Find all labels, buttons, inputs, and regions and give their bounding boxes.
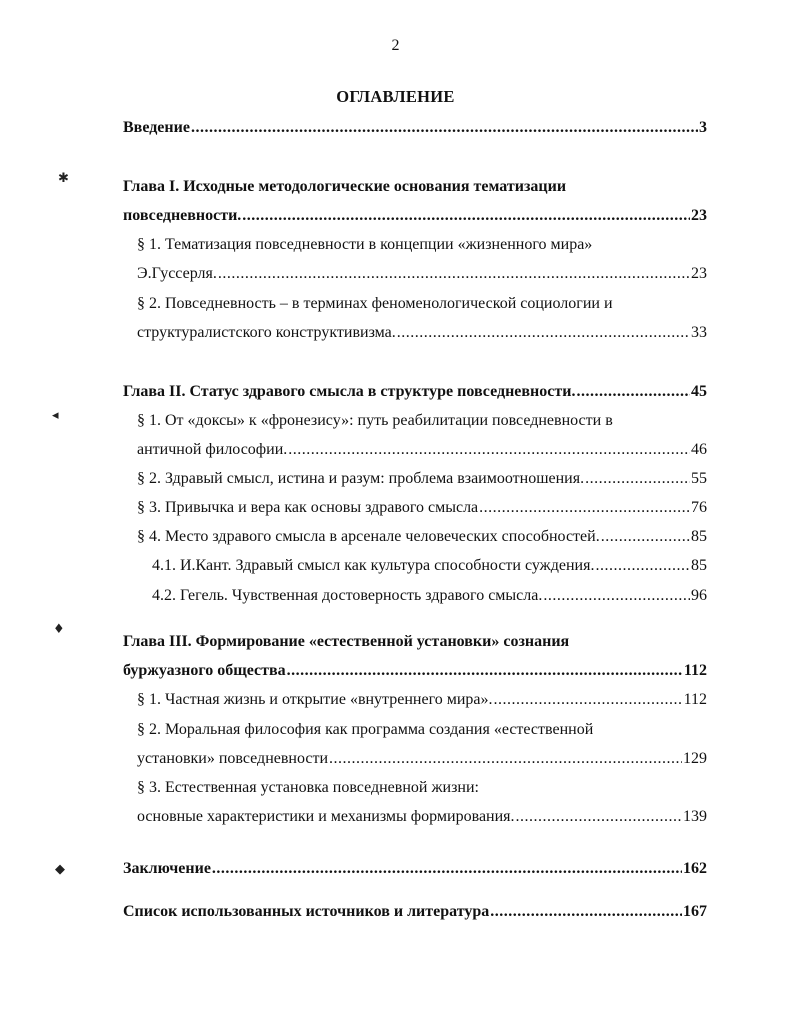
toc-section-3-2 <box>137 747 707 769</box>
dot-leader <box>212 859 682 879</box>
toc-entry-title: § 2. Моральная философия как программа создания «естественной <box>137 721 594 738</box>
toc-entry-page: 55 <box>691 470 707 487</box>
toc-section-2-4 <box>137 525 707 547</box>
toc-entry-page: 33 <box>691 324 707 341</box>
toc-section-1-1 <box>137 262 707 284</box>
toc-entry-title: § 3. Естественная установка повседневной жизни: <box>137 779 479 796</box>
dot-leader <box>595 556 690 576</box>
toc-entry-title: повседневности. <box>123 207 242 224</box>
toc-chapter-3-title <box>123 630 707 652</box>
toc-section-2-2 <box>137 467 707 489</box>
toc-section-3-3 <box>137 805 707 827</box>
toc-entry-page: 139 <box>683 808 707 825</box>
toc-entry-page: 85 <box>691 528 707 545</box>
toc-section-1-2 <box>137 321 707 343</box>
toc-entry-page: 129 <box>683 750 707 767</box>
toc-entry-title: Введение <box>123 119 190 136</box>
toc-entry-title: античной философии. <box>137 441 288 458</box>
toc-entry-page: 162 <box>683 860 707 877</box>
dot-leader <box>242 206 690 226</box>
dot-leader <box>494 690 683 710</box>
toc-entry-intro <box>123 116 707 138</box>
toc-section-2-3 <box>137 496 707 518</box>
toc-chapter-1 <box>123 204 707 226</box>
toc-entry-page: 46 <box>691 441 707 458</box>
toc-chapter-2 <box>123 380 707 402</box>
scan-mark: ◆ <box>55 862 65 877</box>
toc-entry-title: установки» повседневности <box>137 750 329 767</box>
dot-leader <box>287 661 683 681</box>
toc-entry-title: § 1. Частная жизнь и открытие «внутреннего мира». <box>137 691 493 708</box>
toc-section-2-1 <box>137 438 707 460</box>
toc-entry-page: 3 <box>699 119 707 136</box>
dot-leader <box>601 527 690 547</box>
dot-leader <box>543 586 690 606</box>
toc-section-1-1-title <box>137 233 707 255</box>
toc-entry-conclusion <box>123 857 707 879</box>
toc-entry-page: 45 <box>691 383 707 400</box>
toc-entry-page: 76 <box>691 499 707 516</box>
toc-entry-title: основные характеристики и механизмы формирования. <box>137 808 515 825</box>
dot-leader <box>585 469 690 489</box>
toc-entry-page: 85 <box>691 557 707 574</box>
toc-entry-title: § 1. От «доксы» к «фронезису»: путь реабилитации повседневности в <box>137 412 613 429</box>
scan-mark: ◂ <box>52 408 59 423</box>
dot-leader <box>516 807 682 827</box>
dot-leader <box>397 323 690 343</box>
dot-leader <box>218 264 690 284</box>
toc-entry-page: 167 <box>683 903 707 920</box>
toc-entry-bibliography <box>123 900 707 922</box>
toc-entry-title: буржуазного общества <box>123 662 286 679</box>
toc-entry-title: Заключение <box>123 860 211 877</box>
toc-subsection-2-4-1 <box>152 554 707 576</box>
toc-entry-title: Список использованных источников и литература <box>123 903 490 920</box>
dot-leader <box>576 382 690 402</box>
toc-chapter-3 <box>123 659 707 681</box>
toc-entry-page: 96 <box>691 587 707 604</box>
toc-section-1-2-title <box>137 292 707 314</box>
dot-leader <box>490 902 682 922</box>
dot-leader <box>479 498 690 518</box>
toc-chapter-1-title <box>123 175 707 197</box>
toc-entry-title: Э.Гуссерля. <box>137 265 217 282</box>
toc-heading: ОГЛАВЛЕНИЕ <box>336 87 455 106</box>
toc-entry-title: Глава II. Статус здравого смысла в структуре повседневности. <box>123 383 576 400</box>
toc-section-2-1-title <box>137 409 707 431</box>
toc-section-3-2-title <box>137 718 707 740</box>
dot-leader <box>329 749 682 769</box>
dot-leader <box>191 118 698 138</box>
toc-subsection-2-4-2 <box>152 584 707 606</box>
toc-entry-title: Глава I. Исходные методологические основания тематизации <box>123 178 567 195</box>
toc-entry-title: § 3. Привычка и вера как основы здравого смысла <box>137 499 479 516</box>
toc-section-3-1 <box>137 688 707 710</box>
toc-entry-title: § 2. Повседневность – в терминах феноменологической социологии и <box>137 295 613 312</box>
toc-entry-page: 112 <box>683 691 707 708</box>
scan-mark: ✱ <box>58 171 69 186</box>
dot-leader <box>288 440 690 460</box>
toc-entry-title: структуралистского конструктивизма. <box>137 324 396 341</box>
toc-entry-title: § 4. Место здравого смысла в арсенале человеческих способностей. <box>137 528 600 545</box>
scan-mark: ♦ <box>53 622 65 637</box>
toc-entry-page: 23 <box>691 265 707 282</box>
toc-entry-title: 4.2. Гегель. Чувственная достоверность здравого смысла. <box>152 587 543 604</box>
toc-entry-title: 4.1. И.Кант. Здравый смысл как культура способности суждения. <box>152 557 595 574</box>
toc-entry-title: § 2. Здравый смысл, истина и разум: проблема взаимоотношения. <box>137 470 585 487</box>
toc-entry-title: § 1. Тематизация повседневности в концепции «жизненного мира» <box>137 236 593 253</box>
toc-entry-title: Глава III. Формирование «естественной установки» сознания <box>123 633 570 650</box>
toc-section-3-3-title <box>137 776 707 798</box>
toc-entry-page: 23 <box>691 207 707 224</box>
toc-entry-page: 112 <box>683 662 707 679</box>
page-number: 2 <box>391 37 400 54</box>
